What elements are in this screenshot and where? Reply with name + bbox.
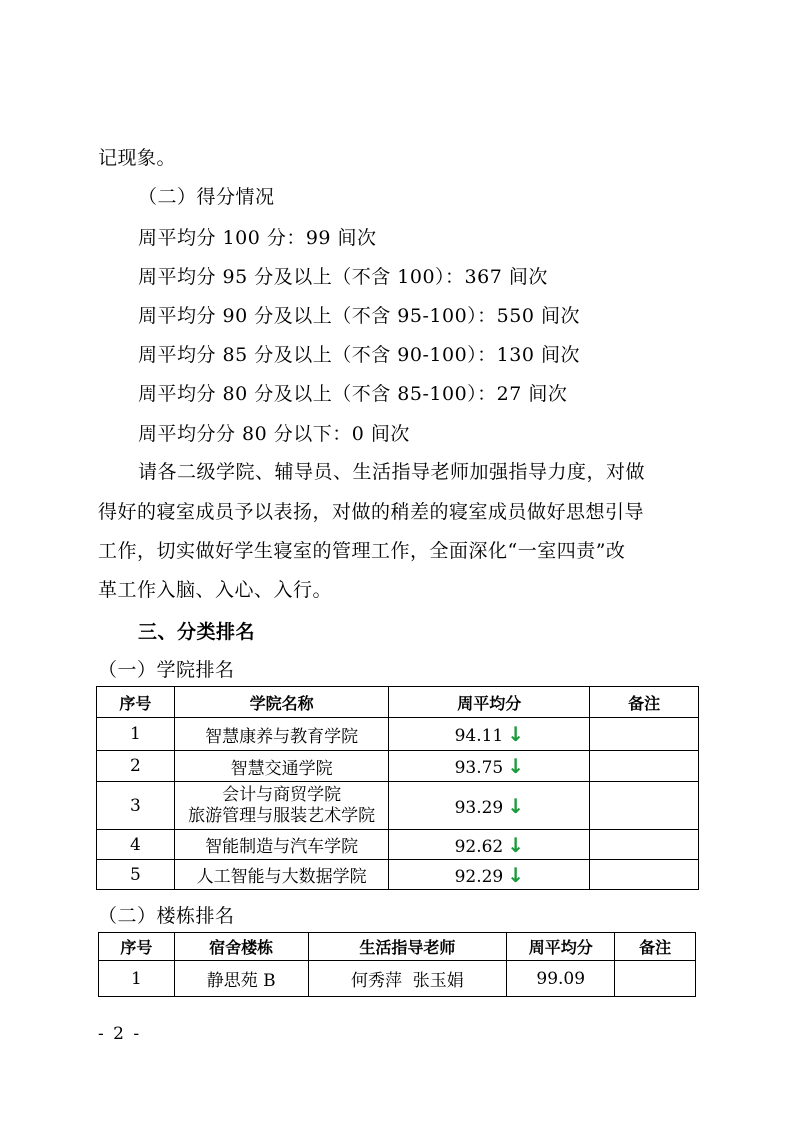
college-ranking-table (96, 686, 699, 890)
college-name-line: 旅游管理与服装艺术学院 (188, 805, 376, 826)
score-line: 周平均分分 80 分以下：0 间次 (138, 423, 410, 445)
score-line: 周平均分 95 分及以上（不含 100）：367 间次 (138, 266, 548, 288)
college-name-cell: 智能制造与汽车学院 (174, 830, 389, 860)
header-cell: 周平均分 (507, 933, 615, 961)
ranking-heading: 三、分类排名 (138, 621, 256, 643)
college-name-cell: 智慧交通学院 (174, 751, 389, 782)
rank-cell: 1 (97, 718, 175, 751)
table-row (97, 718, 699, 751)
header-cell: 生活指导老师 (308, 933, 507, 961)
college-name-cell: 人工智能与大数据学院 (174, 860, 389, 890)
score-line: 周平均分 85 分及以上（不含 90-100）：130 间次 (138, 344, 580, 366)
building-ranking-table (98, 932, 696, 997)
rank-cell: 2 (97, 751, 175, 782)
college-name-cell (174, 782, 389, 830)
paragraph-tail: 记现象。 (98, 147, 177, 169)
table-row (97, 751, 699, 782)
score-cell: 99.09 (507, 961, 615, 997)
note-cell (615, 961, 696, 997)
score-line: 周平均分 90 分及以上（不含 95-100）：550 间次 (138, 305, 580, 327)
building-ranking-heading: （二）楼栋排名 (98, 905, 235, 927)
note-cell (590, 718, 699, 751)
score-line: 周平均分 100 分：99 间次 (138, 227, 377, 249)
rank-cell: 4 (97, 830, 175, 860)
table-header-row (99, 933, 696, 961)
score-cell (389, 782, 590, 830)
score-cell (389, 718, 590, 751)
request-paragraph-line: 请各二级学院、辅导员、生活指导老师加强指导力度，对做 (138, 461, 646, 483)
teacher-cell: 何秀萍 张玉娟 (308, 961, 507, 997)
table-row (99, 961, 696, 997)
header-cell: 序号 (99, 933, 175, 961)
note-cell (590, 782, 699, 830)
request-paragraph-line: 工作，切实做好学生寝室的管理工作，全面深化“一室四责”改 (98, 540, 626, 562)
header-cell: 周平均分 (389, 687, 590, 718)
building-cell: 静思苑 B (174, 961, 308, 997)
college-name-line: 会计与商贸学院 (222, 784, 342, 805)
score-value: 94.11 (454, 726, 504, 746)
table-row (97, 860, 699, 890)
request-paragraph-line: 革工作入脑、入心、入行。 (98, 579, 333, 601)
down-arrow-icon: ↓ (507, 793, 525, 818)
header-cell: 序号 (97, 687, 175, 718)
score-value: 92.29 (454, 866, 504, 887)
page-number: - 2 - (98, 1024, 142, 1044)
header-cell: 宿舍楼栋 (174, 933, 308, 961)
score-cell (389, 860, 590, 890)
college-ranking-heading: （一）学院排名 (98, 659, 235, 681)
rank-cell: 3 (97, 782, 175, 830)
down-arrow-icon: ↓ (507, 862, 525, 887)
score-cell (389, 751, 590, 782)
score-line: 周平均分 80 分及以上（不含 85-100）：27 间次 (138, 383, 568, 405)
score-cell (389, 830, 590, 860)
request-paragraph-line: 得好的寝室成员予以表扬，对做的稍差的寝室成员做好思想引导 (98, 501, 645, 523)
rank-cell: 1 (99, 961, 175, 997)
score-value: 93.75 (454, 758, 504, 778)
score-value: 92.62 (454, 836, 504, 857)
note-cell (590, 751, 699, 782)
note-cell (590, 860, 699, 890)
header-cell: 备注 (615, 933, 696, 961)
down-arrow-icon: ↓ (507, 754, 525, 778)
table-row (97, 782, 699, 830)
note-cell (590, 830, 699, 860)
college-name-cell: 智慧康养与教育学院 (174, 718, 389, 751)
header-cell: 备注 (590, 687, 699, 718)
header-cell: 学院名称 (174, 687, 389, 718)
table-header-row (97, 687, 699, 718)
down-arrow-icon: ↓ (507, 832, 525, 857)
rank-cell: 5 (97, 860, 175, 890)
score-value: 93.29 (454, 797, 504, 818)
table-row (97, 830, 699, 860)
scores-heading: （二）得分情况 (138, 186, 275, 208)
down-arrow-icon: ↓ (507, 722, 525, 746)
